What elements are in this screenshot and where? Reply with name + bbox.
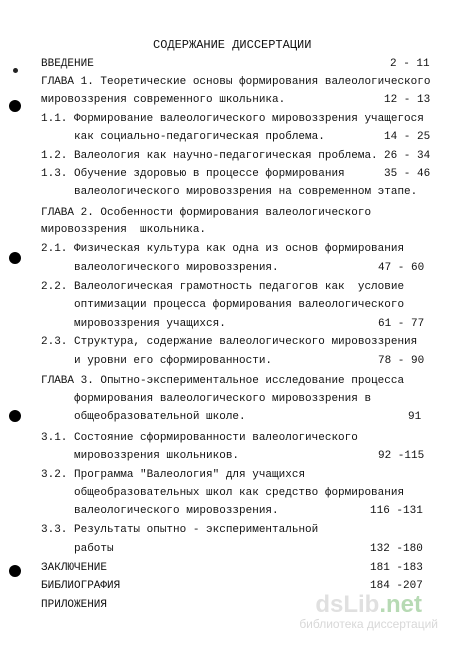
toc-entry-pages: 132 -180 (370, 543, 423, 555)
toc-entry-text: валеологического мировоззрения. (74, 262, 279, 274)
toc-entry-text: БИБЛИОГРАФИЯ (41, 580, 121, 592)
toc-entry-pages: 91 (408, 411, 422, 423)
toc-entry-pages: 181 -183 (370, 562, 423, 574)
watermark-subtitle: библиотека диссертаций (299, 617, 438, 631)
toc-entry-text: ГЛАВА 2. Особенности формирования валеологического (41, 207, 372, 219)
toc-entry-text: валеологического мировоззрения. (74, 505, 279, 517)
toc-entry-text: формирования валеологического мировоззрения в (74, 393, 372, 405)
toc-entry-text: 2.1. Физическая культура как одна из основ формирования (41, 243, 405, 255)
toc-entry-pages: 78 - 90 (378, 355, 425, 367)
toc-entry-text: ГЛАВА 1. Теоретические основы формирования валеологического (41, 76, 431, 88)
binder-hole-mark (9, 100, 21, 112)
toc-entry-text: валеологического мировоззрения на современном этапе. (74, 186, 418, 198)
toc-entry-text: ПРИЛОЖЕНИЯ (41, 599, 108, 611)
toc-entry-text: как социально-педагогическая проблема. (74, 131, 325, 143)
toc-entry-pages: 116 -131 (370, 505, 423, 517)
document-title: СОДЕРЖАНИЕ ДИССЕРТАЦИИ (153, 38, 312, 52)
toc-entry-text: 1.3. Обучение здоровью в процессе формирования (41, 168, 345, 180)
toc-entry-text: 3.2. Программа "Валеология" для учащихся (41, 469, 306, 481)
toc-entry-pages: 26 - 34 (384, 150, 431, 162)
toc-entry-text: мировоззрения учащихся. (74, 318, 226, 330)
binder-hole-mark (9, 410, 21, 422)
toc-entry-pages: 92 -115 (378, 450, 425, 462)
toc-entry-text: ВВЕДЕНИЕ (41, 58, 94, 70)
toc-entry-text: 3.1. Состояние сформированности валеологического (41, 432, 358, 444)
toc-entry-pages: 184 -207 (370, 580, 423, 592)
toc-entry-pages: 12 - 13 (384, 94, 431, 106)
toc-entry-text: ГЛАВА 3. Опытно-экспериментальное исследование процесса (41, 375, 405, 387)
toc-entry-text: 1.2. Валеология как научно-педагогическая проблема. (41, 150, 378, 162)
toc-entry-text: 1.1. Формирование валеологического мировоззрения учащегося (41, 113, 424, 125)
margin-speck (13, 68, 18, 73)
binder-hole-mark (9, 565, 21, 577)
toc-entry-text: 2.3. Структура, содержание валеологического мировоззрения (41, 336, 418, 348)
toc-entry-pages: 2 - 11 (390, 58, 430, 70)
toc-entry-text: оптимизации процесса формирования валеологического (74, 299, 405, 311)
toc-entry-text: ЗАКЛЮЧЕНИЕ (41, 562, 108, 574)
toc-entry-text: мировоззрения современного школьника. (41, 94, 286, 106)
toc-entry-text: 3.3. Результаты опытно - экспериментальной (41, 524, 319, 536)
toc-entry-text: работы (74, 543, 114, 555)
toc-entry-text: 2.2. Валеологическая грамотность педагогов как условие (41, 281, 405, 293)
toc-entry-pages: 61 - 77 (378, 318, 425, 330)
binder-hole-mark (9, 252, 21, 264)
toc-entry-text: мировоззрения школьника. (41, 224, 207, 236)
toc-entry-text: и уровни его сформированности. (74, 355, 273, 367)
watermark (299, 591, 438, 631)
toc-entry-text: мировоззрения школьников. (74, 450, 240, 462)
toc-entry-text: общеобразовательных школ как средство формирования (74, 487, 405, 499)
toc-entry-pages: 35 - 46 (384, 168, 431, 180)
toc-entry-pages: 47 - 60 (378, 262, 425, 274)
toc-entry-text: общеобразовательной школе. (74, 411, 246, 423)
toc-entry-pages: 14 - 25 (384, 131, 431, 143)
watermark-logo: dsLib.net (315, 591, 422, 618)
